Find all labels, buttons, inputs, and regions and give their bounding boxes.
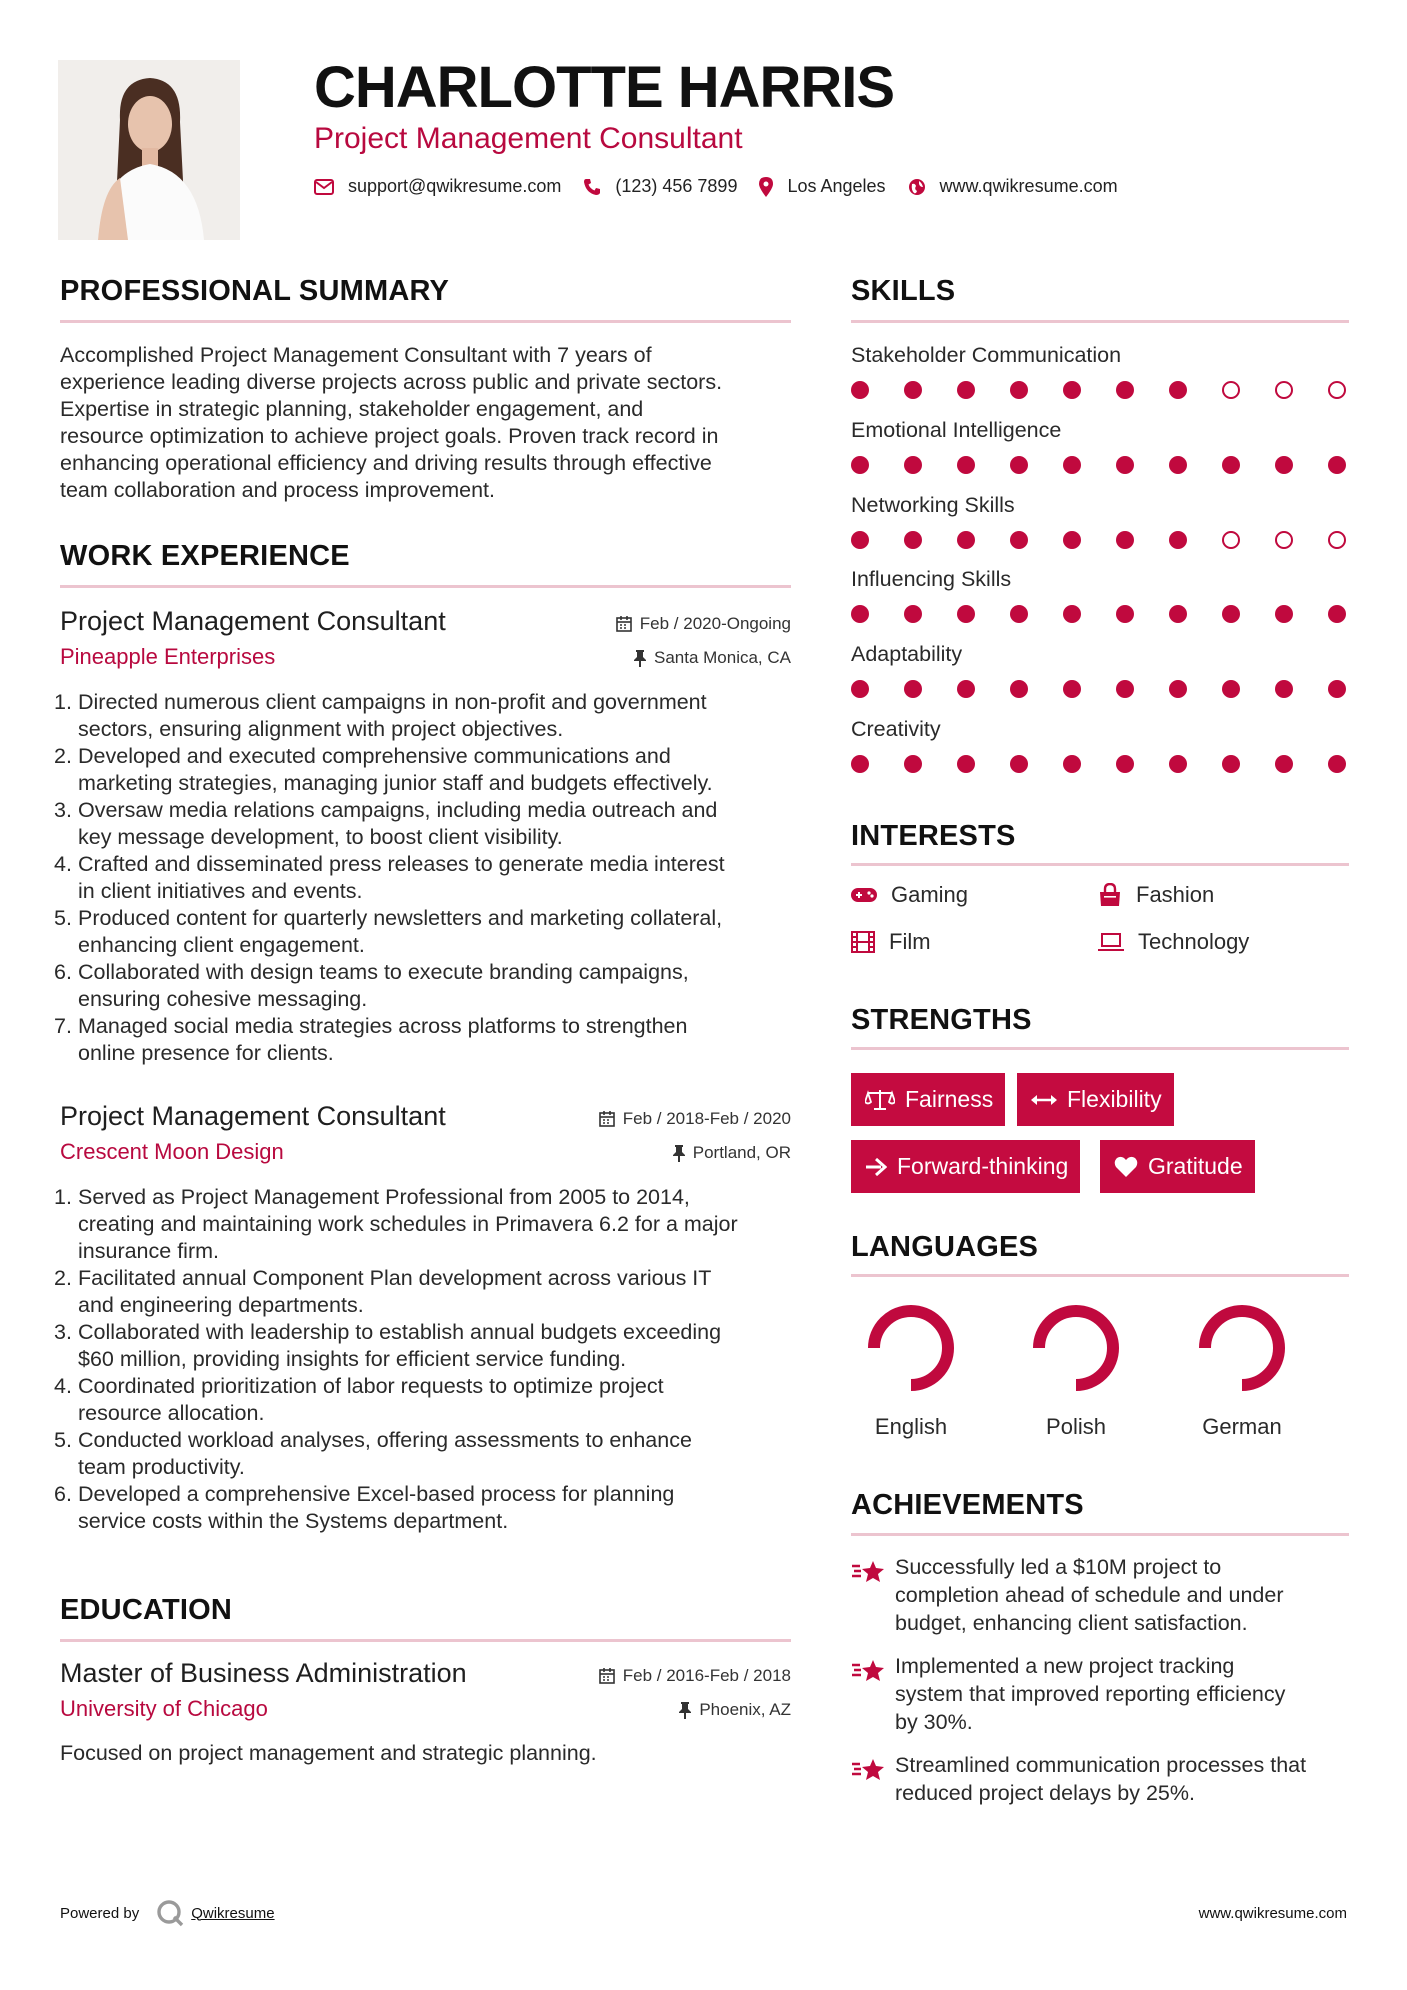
skill-dot-filled [957,755,975,773]
bullet-number: 3. [54,1320,72,1344]
interest-fashion [1098,882,1214,908]
skill-dot-filled [1222,605,1240,623]
qwikresume-logo-icon [155,1898,185,1928]
education-heading: EDUCATION [60,1594,233,1626]
bullet-line: Developed and executed comprehensive communications and [78,744,671,768]
job-location [673,1143,791,1163]
shooting-star-icon [851,1757,885,1783]
bullet-number: 4. [54,852,72,876]
bullet-line: Directed numerous client campaigns in non-profit and government [78,690,707,714]
location-text: Los Angeles [787,176,886,196]
pushpin-icon [679,1702,691,1719]
bullet-number: 6. [54,960,72,984]
bullet-line: Conducted workload analyses, offering assessments to enhance [78,1428,692,1452]
interest-technology [1098,929,1249,955]
strength-label: Flexibility [1067,1086,1162,1112]
summary-line: resource optimization to achieve project goals. Proven track record in [60,424,719,448]
powered-by-text: Powered by [60,1904,140,1922]
education-rule [60,1639,791,1642]
bullet-number: 1. [54,1185,72,1209]
bullet-line: ensuring cohesive messaging. [78,987,368,1011]
bullet-line: insurance firm. [78,1239,219,1263]
job-header [60,606,791,676]
strength-label: Fairness [905,1086,994,1112]
bullet-number: 6. [54,1482,72,1506]
shooting-star-icon [851,1658,885,1684]
bullet-line: resource allocation. [78,1401,265,1425]
language-ring [861,1298,961,1398]
skill-dot-filled [957,680,975,698]
skill-dot-filled [1169,456,1187,474]
email-text: support@qwikresume.com [348,176,562,196]
skill-dot-filled [1010,531,1028,549]
skill-dot-filled [904,456,922,474]
job-role: Project Management Consultant [60,1101,446,1131]
skill-dot-filled [1328,755,1346,773]
calendar-icon [616,616,632,632]
skill-dot-filled [1010,680,1028,698]
pushpin-icon [634,650,646,667]
achievement-line: reduced project delays by 25%. [895,1781,1195,1805]
language-label: German [1202,1414,1282,1439]
list-item [54,743,800,797]
skill-name: Stakeholder Communication [851,343,1122,367]
list-item [54,1319,800,1373]
achievement-item [851,1553,1361,1637]
bullet-line: Crafted and disseminated press releases to generate media interest [78,852,725,876]
list-item [54,1427,800,1481]
job-bullets [54,1184,800,1535]
bullet-number: 5. [54,906,72,930]
strength-label: Forward-thinking [897,1153,1069,1179]
skill-dot-filled [1116,605,1134,623]
skill-dot-filled [957,531,975,549]
skill-dot-filled [851,456,869,474]
skill-dot-filled [904,680,922,698]
skill-dot-filled [1010,381,1028,399]
skill-dot-filled [1116,680,1134,698]
calendar-icon [599,1668,615,1684]
achievements-rule [851,1533,1349,1536]
summary-line: enhancing operational efficiency and driving results through effective [60,451,712,475]
bullet-number: 7. [54,1014,72,1038]
summary-line: experience leading diverse projects across public and private sectors. [60,370,723,394]
list-item [54,959,800,1013]
skill-dot-filled [1063,680,1081,698]
language-label: English [874,1414,948,1439]
skill-dot-empty [1275,531,1293,549]
candidate-name: CHARLOTTE HARRIS [314,55,895,120]
contact-location [759,176,885,197]
interest-label: Film [889,929,931,954]
language-ring [1192,1298,1292,1398]
strength-tag [1100,1140,1255,1193]
list-item [54,1265,800,1319]
skill-dot-filled [904,531,922,549]
skill-dot-empty [1275,381,1293,399]
list-item [54,1373,800,1427]
bullet-line: sectors, ensuring alignment with project objectives. [78,717,564,741]
strengths-heading: STRENGTHS [851,1004,1032,1036]
phone-text: (123) 456 7899 [615,176,738,196]
bullet-number: 3. [54,798,72,822]
skill-dot-empty [1328,531,1346,549]
skill-dot-filled [1275,755,1293,773]
summary-line: Expertise in strategic planning, stakeholder engagement, and [60,397,644,421]
skill-dot-filled [851,531,869,549]
skill-dot-filled [1169,531,1187,549]
bullet-line: Developed a comprehensive Excel-based process for planning [78,1482,675,1506]
summary-line: team collaboration and process improvement. [60,478,495,502]
contact-bar [314,176,1140,197]
bullet-line: service costs within the Systems department. [78,1509,509,1533]
skill-dot-filled [1328,680,1346,698]
list-item [54,905,800,959]
list-item [54,851,800,905]
film-icon [851,931,875,953]
job-location-text: Santa Monica, CA [653,648,791,667]
calendar-icon [599,1111,615,1127]
skill-dot-filled [1169,680,1187,698]
envelope-icon [314,179,334,195]
job-location-text: Portland, OR [692,1143,791,1162]
pushpin-icon [673,1145,685,1162]
skill-dot-filled [1222,680,1240,698]
achievement-item [851,1751,1361,1807]
bullet-line: and engineering departments. [78,1293,364,1317]
achievement-line: system that improved reporting efficiency [895,1682,1286,1706]
skill-dot-filled [1010,605,1028,623]
interest-film [851,929,931,955]
achievement-line: budget, enhancing client satisfaction. [895,1611,1248,1635]
language-proficiency-arc [874,1311,948,1385]
balance-scale-icon [865,1089,895,1111]
map-pin-icon [759,177,773,197]
job-dates-text: Feb / 2020-Ongoing [639,614,791,633]
skill-dot-filled [1169,605,1187,623]
summary-rule [60,320,791,323]
interest-gaming [851,882,968,908]
job-dates-text: Feb / 2018-Feb / 2020 [622,1109,791,1128]
list-item [54,797,800,851]
gamepad-icon [851,887,877,903]
arrow-right-icon [865,1157,887,1177]
bullet-line: team productivity. [78,1455,245,1479]
strength-tag [851,1073,1005,1126]
education-header [60,1658,791,1728]
achievement-item [851,1652,1361,1736]
achievement-line: completion ahead of schedule and under [895,1583,1284,1607]
language-label: Polish [1046,1414,1106,1439]
strength-label: Gratitude [1148,1153,1243,1179]
interests-heading: INTERESTS [851,820,1016,852]
skill-dot-filled [1222,456,1240,474]
bullet-line: Managed social media strategies across platforms to strengthen [78,1014,688,1038]
skill-dot-filled [851,755,869,773]
list-item [54,1481,800,1535]
school-name: University of Chicago [60,1696,268,1721]
candidate-title: Project Management Consultant [314,122,743,155]
skill-dot-empty [1222,531,1240,549]
education-dates-text: Feb / 2016-Feb / 2018 [622,1666,791,1685]
skill-rating [851,605,1349,625]
experience-rule [60,585,791,588]
bullet-line: marketing strategies, managing junior staff and budgets effectively. [78,771,713,795]
skill-dot-filled [1063,605,1081,623]
skill-dot-filled [1063,531,1081,549]
skill-dot-filled [1063,381,1081,399]
skill-dot-filled [1010,456,1028,474]
skill-dot-filled [1116,456,1134,474]
bullet-line: in client initiatives and events. [78,879,363,903]
job-role: Project Management Consultant [60,606,446,636]
footer-powered-by [60,1898,275,1928]
skill-dot-filled [1116,531,1134,549]
bullet-line: key message development, to boost client visibility. [78,825,563,849]
skill-dot-filled [1169,755,1187,773]
achievement-line: Successfully led a $10M project to [895,1555,1222,1579]
bullet-number: 5. [54,1428,72,1452]
skill-dot-filled [1063,755,1081,773]
language-ring [1026,1298,1126,1398]
bullet-number: 4. [54,1374,72,1398]
skill-name: Creativity [851,717,941,741]
heart-icon [1114,1156,1138,1178]
skill-dot-filled [957,381,975,399]
skill-rating [851,381,1349,401]
bullet-line: creating and maintaining work schedules in Primavera 6.2 for a major [78,1212,738,1236]
arrows-horizontal-icon [1031,1093,1057,1107]
interests-rule [851,863,1349,866]
shooting-star-icon [851,1559,885,1585]
skills-rule [851,320,1349,323]
skill-dot-filled [1275,456,1293,474]
phone-icon [583,178,601,196]
skill-rating [851,755,1349,775]
job-company: Crescent Moon Design [60,1139,284,1164]
job-header [60,1101,791,1171]
summary-text [60,342,800,504]
job-company: Pineapple Enterprises [60,644,276,669]
language-proficiency-arc [1039,1311,1113,1385]
contact-phone[interactable] [583,176,737,197]
skill-dot-filled [851,605,869,623]
skill-dot-filled [1328,456,1346,474]
skill-rating [851,531,1349,551]
profile-photo [58,60,240,240]
bullet-number: 1. [54,690,72,714]
education-location-text: Phoenix, AZ [699,1700,791,1719]
education-location [679,1700,791,1720]
bullet-number: 2. [54,744,72,768]
experience-heading: WORK EXPERIENCE [60,540,350,572]
bullet-line: $60 million, providing insights for efficient service funding. [78,1347,627,1371]
interest-label: Fashion [1136,882,1215,907]
list-item [54,1013,800,1067]
strength-tag [1017,1073,1174,1126]
languages-rule [851,1274,1349,1277]
skill-name: Adaptability [851,642,963,666]
skill-dot-filled [1063,456,1081,474]
skill-dot-filled [904,381,922,399]
skill-dot-filled [957,456,975,474]
bullet-line: Collaborated with leadership to establish annual budgets exceeding [78,1320,722,1344]
skill-dot-filled [851,680,869,698]
strength-tag [851,1140,1080,1193]
skills-heading: SKILLS [851,275,956,307]
summary-heading: PROFESSIONAL SUMMARY [60,275,450,307]
achievement-line: by 30%. [895,1710,973,1734]
languages-heading: LANGUAGES [851,1231,1039,1263]
skill-name: Influencing Skills [851,567,1012,591]
skill-name: Networking Skills [851,493,1015,517]
skill-name: Emotional Intelligence [851,418,1062,442]
skill-dot-filled [957,605,975,623]
interest-label: Technology [1138,929,1250,954]
skill-dot-filled [851,381,869,399]
bullet-number: 2. [54,1266,72,1290]
bullet-line: Facilitated annual Component Plan development across various IT [78,1266,712,1290]
skill-dot-filled [1328,605,1346,623]
strengths-rule [851,1047,1349,1050]
skill-dot-filled [1275,680,1293,698]
qwikresume-link[interactable]: Qwikresume [191,1904,275,1922]
language-item [846,1298,976,1440]
skill-dot-filled [1222,755,1240,773]
job-dates [599,1109,791,1129]
skill-dot-filled [1275,605,1293,623]
job-bullets [54,689,800,1067]
education-description: Focused on project management and strategic planning. [60,1741,597,1765]
skill-dot-filled [1116,755,1134,773]
globe-icon [908,178,926,196]
bullet-line: Oversaw media relations campaigns, including media outreach and [78,798,718,822]
skill-dot-filled [904,605,922,623]
job-location [634,648,791,668]
skill-dot-filled [1010,755,1028,773]
achievement-line: Implemented a new project tracking [895,1654,1235,1678]
bullet-line: Served as Project Management Professional from 2005 to 2014, [78,1185,690,1209]
list-item [54,689,800,743]
interest-label: Gaming [891,882,969,907]
skill-dot-empty [1328,381,1346,399]
bullet-line: enhancing client engagement. [78,933,365,957]
skill-dot-filled [904,755,922,773]
footer-website[interactable]: www.qwikresume.com [1198,1905,1347,1922]
skill-dot-empty [1222,381,1240,399]
summary-line: Accomplished Project Management Consultant with 7 years of [60,343,652,367]
job-dates [616,614,791,634]
achievement-line: Streamlined communication processes that [895,1753,1307,1777]
list-item [54,1184,800,1265]
laptop-icon [1098,932,1124,952]
education-dates [599,1666,791,1686]
bullet-line: online presence for clients. [78,1041,334,1065]
language-proficiency-arc [1205,1311,1279,1385]
skill-rating [851,456,1349,476]
degree-name: Master of Business Administration [60,1658,467,1688]
achievements-heading: ACHIEVEMENTS [851,1489,1084,1521]
skill-dot-filled [1169,381,1187,399]
bullet-line: Collaborated with design teams to execute branding campaigns, [78,960,689,984]
contact-website[interactable] [908,176,1118,197]
contact-email[interactable] [314,176,561,197]
bullet-line: Coordinated prioritization of labor requests to optimize project [78,1374,664,1398]
shopping-bag-icon [1098,883,1122,907]
skill-rating [851,680,1349,700]
language-item [1011,1298,1141,1440]
website-text: www.qwikresume.com [939,176,1118,196]
bullet-line: Produced content for quarterly newsletters and marketing collateral, [78,906,723,930]
skill-dot-filled [1116,381,1134,399]
language-item [1177,1298,1307,1440]
